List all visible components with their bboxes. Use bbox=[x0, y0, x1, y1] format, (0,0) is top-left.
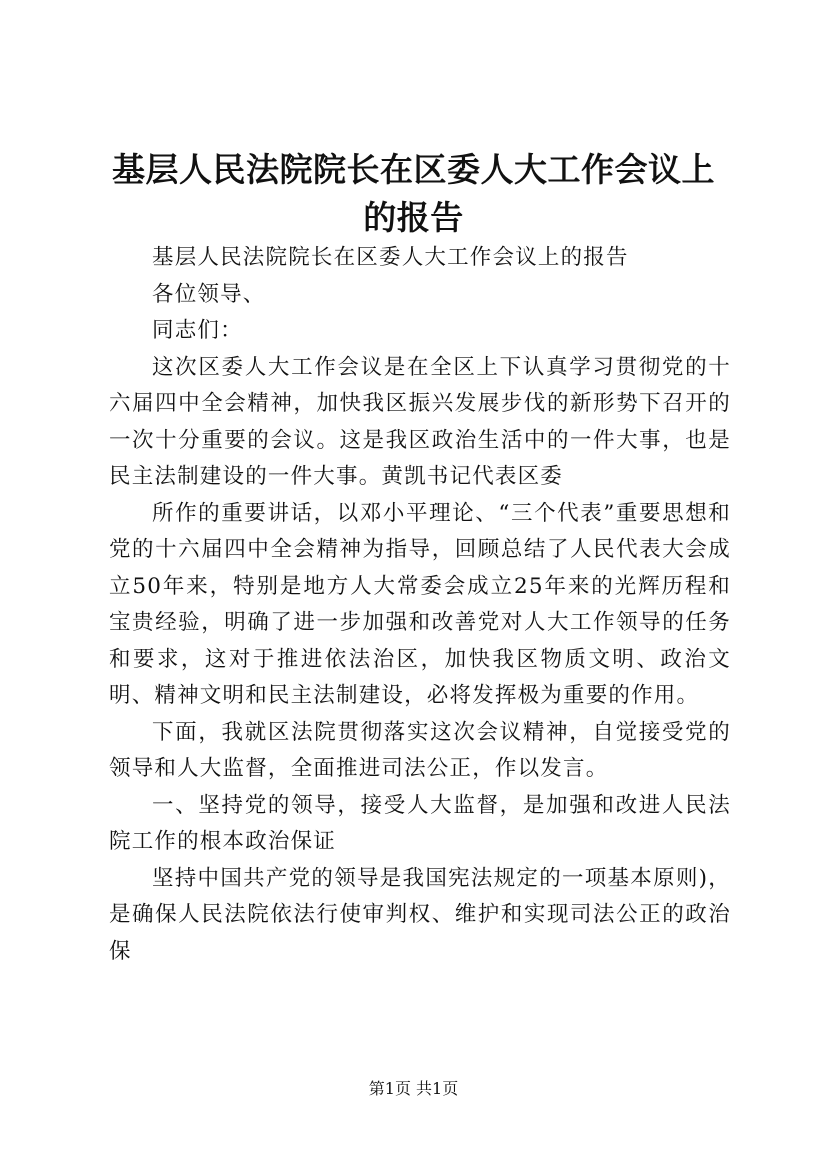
paragraph-court-statement: 下面，我就区法院贯彻落实这次会议精神，自觉接受党的领导和人大监督，全面推进司法公正，作以发言。 bbox=[109, 719, 731, 781]
paragraph-salutation-leaders: 各位领导、 bbox=[152, 281, 266, 307]
paragraph-salutation-comrades: 同志们： bbox=[152, 318, 243, 343]
paragraph-meeting-intro: 这次区委人大工作会议是在全区上下认真学习贯彻党的十六届四中全会精神，加快我区振兴发展步伐的新形势下召开的一次十分重要的会议。这是我区政治生活中的一件大事，也是民主法制建设的一件大事。黄凯书记代表区委 bbox=[109, 354, 731, 489]
page-footer: 第1页 共1页 bbox=[368, 1079, 459, 1098]
paragraph-subtitle: 基层人民法院院长在区委人大工作会议上的报告 bbox=[152, 245, 629, 270]
paragraph-speech-summary: 所作的重要讲话，以邓小平理论、“三个代表”重要思想和党的十六届四中全会精神为指导，回顾总结了人民代表大会成立50年来，特别是地方人大常委会成立25年来的光辉历程和宝贵经验，明确了进一步加强和改善党对人大工作领导的任务和要求，这对于推进依法治区，加快我区物质文明、政治文明、精神文明和民主法制建设，必将发挥极为重要的作用。 bbox=[109, 500, 731, 708]
document-body bbox=[109, 240, 731, 970]
paragraph-party-leadership: 坚持中国共产党的领导是我国宪法规定的一项基本原则)，是确保人民法院依法行使审判权、维护和实现司法公正的政治保 bbox=[109, 865, 731, 964]
section-heading-one: 一、坚持党的领导，接受人大监督，是加强和改进人民法院工作的根本政治保证 bbox=[109, 792, 731, 854]
document-title: 基层人民法院院长在区委人大工作会议上的报告 bbox=[112, 150, 715, 237]
